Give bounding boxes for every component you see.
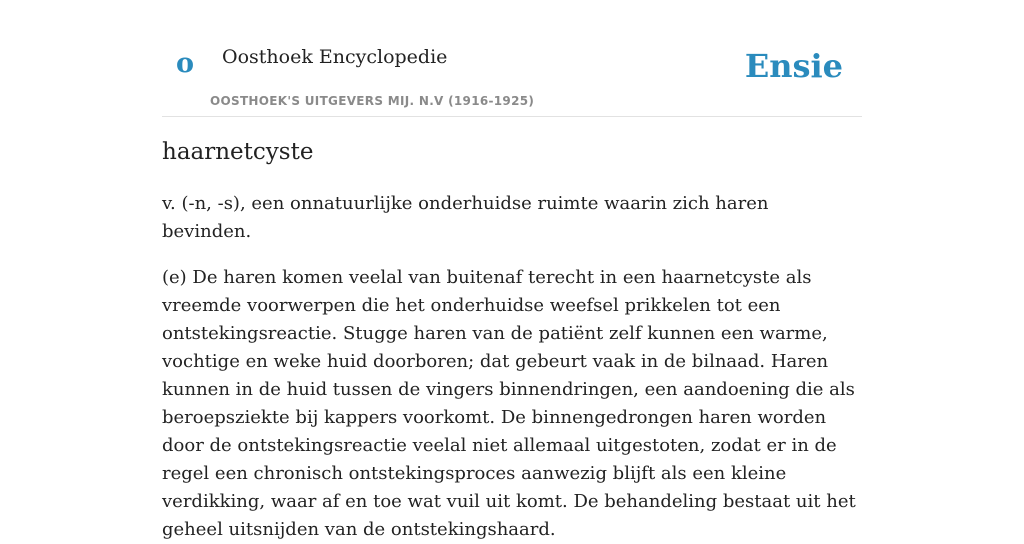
book-logo-icon[interactable]: o (176, 48, 195, 79)
entry-body: (e) De haren komen veelal van buitenaf terecht in een haarnetcyste als vreemde voorwerpen die het onderhuidse weefsel prikkelen tot een ontstekingsreactie. Stugge haren van de patiënt zelf kunnen een warme, vochtige en weke huid doorboren; dat gebeurt vaak in de bilnaad. Haren kunnen in de huid tussen de vingers binnendringen, een aandoening die als beroepsziekte bij kappers voorkomt. De binnengedrongen haren worden door de ontstekingsreactie veelal niet allemaal uitgestoten, zodat er in de regel een chronisch ontstekingsproces aanwezig blijft als een kleine verdikking, waar af en toe wat vuil uit komt. De behandeling bestaat uit het geheel uitsnijden van de ontstekingshaard. (162, 266, 856, 540)
publisher-label: OOSTHOEK'S UITGEVERS MIJ. N.V (1916-1925) (210, 94, 535, 108)
page-header (162, 0, 862, 117)
entry-headword: haarnetcyste (162, 139, 314, 165)
entry-definition: v. (-n, -s), een onnatuurlijke onderhuidse ruimte waarin zich haren bevinden. (162, 192, 769, 242)
entry-content (162, 138, 862, 544)
book-title[interactable]: Oosthoek Encyclopedie (222, 46, 448, 68)
ensie-brand-link[interactable]: Ensie (744, 47, 843, 85)
